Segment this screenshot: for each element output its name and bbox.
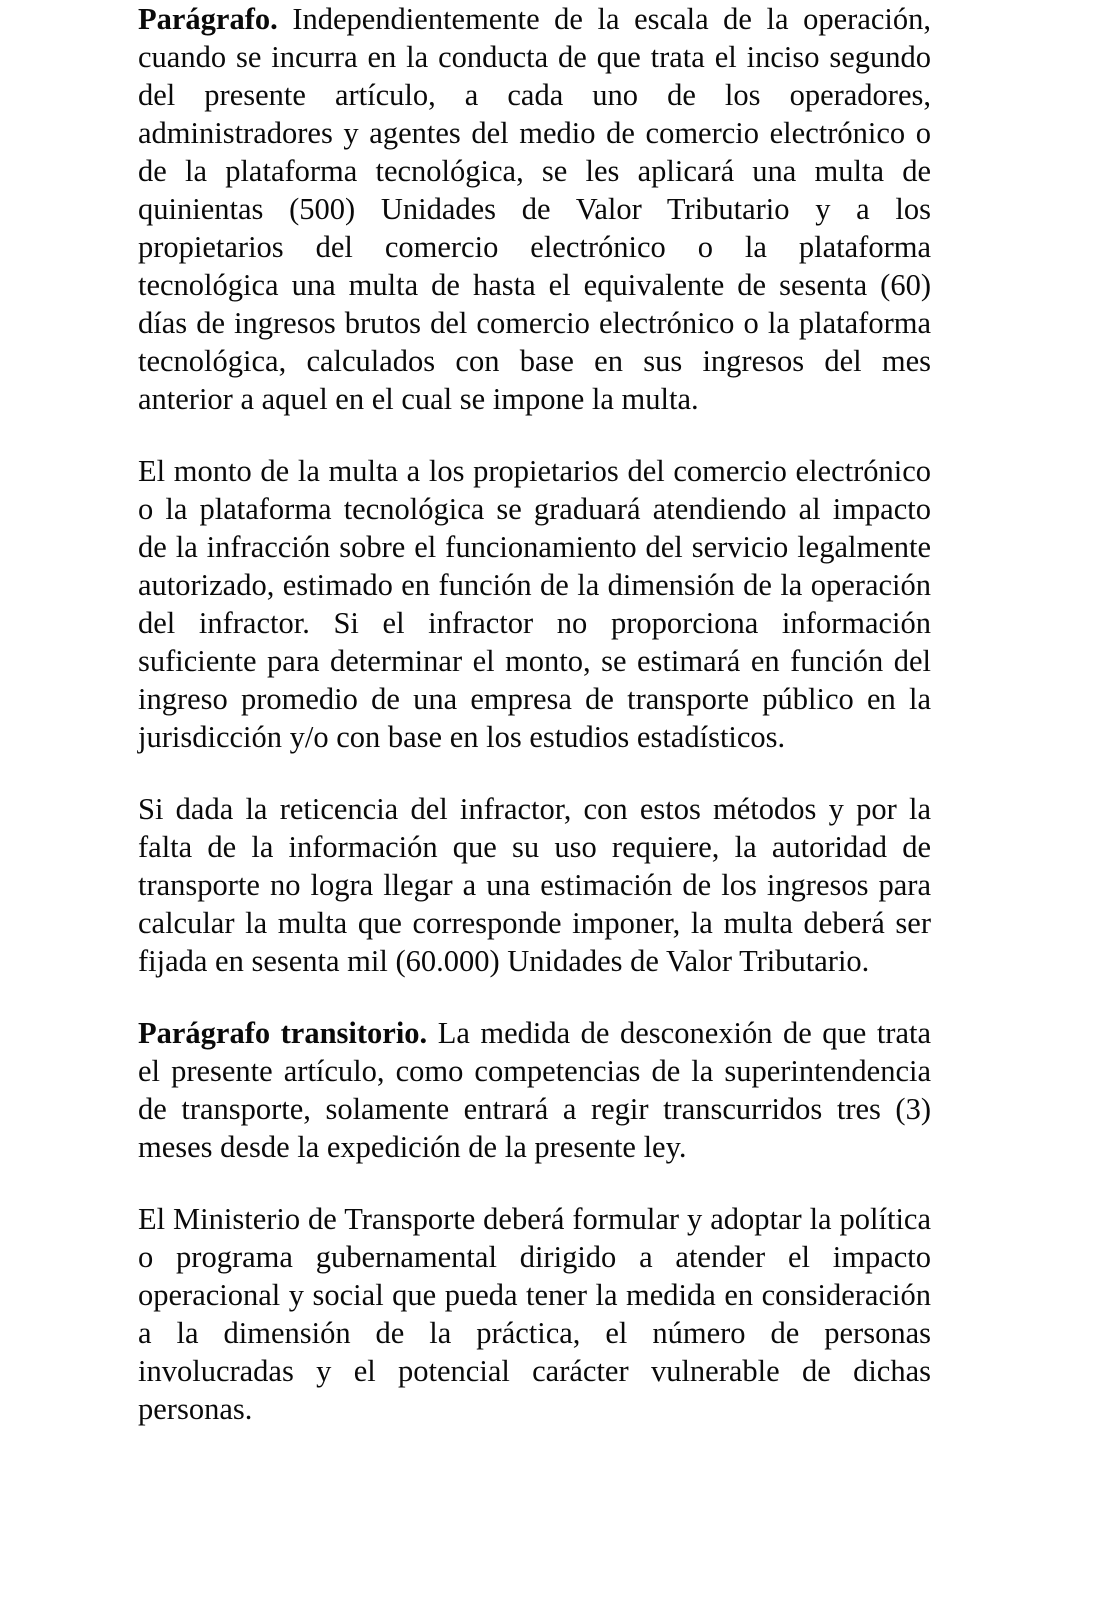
paragraph-ministerio-transporte: [138, 1200, 931, 1428]
paragraph-body: El monto de la multa a los propietarios del comercio electrónico o la plataforma tecnológica se graduará atendiendo al impacto de la infracción sobre el funcionamiento del servicio legalmente autorizado, estimado en función de la dimensión de la operación del infractor. Si el infractor no proporciona información suficiente para determinar el monto, se estimará en función del ingreso promedio de una empresa de transporte público en la jurisdicción y/o con base en los estudios estadísticos.: [138, 454, 931, 754]
text-column: [138, 0, 931, 1428]
paragraph-lead-label: Parágrafo.: [138, 2, 278, 36]
paragraph-paragrafo-transitorio: [138, 1014, 931, 1166]
paragraph-paragrafo: [138, 0, 931, 418]
paragraph-body: Si dada la reticencia del infractor, con estos métodos y por la falta de la información que su uso requiere, la autoridad de transporte no logra llegar a una estimación de los ingresos para calcular la multa que corresponde imponer, la multa deberá ser fijada en sesenta mil (60.000) Unidades de Valor Tributario.: [138, 792, 931, 978]
paragraph-body: Independientemente de la escala de la operación, cuando se incurra en la conducta de que trata el inciso segundo del presente artículo, a cada uno de los operadores, administradores y agentes del medio de comercio electrónico o de la plataforma tecnológica, se les aplicará una multa de quinientas (500) Unidades de Valor Tributario y a los propietarios del comercio electrónico o la plataforma tecnológica una multa de hasta el equivalente de sesenta (60) días de ingresos brutos del comercio electrónico o la plataforma tecnológica, calculados con base en sus ingresos del mes anterior a aquel en el cual se impone la multa.: [138, 2, 931, 416]
paragraph-reticencia: [138, 790, 931, 980]
paragraph-lead-label: Parágrafo transitorio.: [138, 1016, 428, 1050]
paragraph-body: La medida de desconexión de que trata el presente artículo, como competencias de la superintendencia de transporte, solamente entrará a regir transcurridos tres (3) meses desde la expedición de la presente ley.: [138, 1016, 932, 1164]
paragraph-monto-multa: [138, 452, 931, 756]
paragraph-body: El Ministerio de Transporte deberá formular y adoptar la política o programa gubernamental dirigido a atender el impacto operacional y social que pueda tener la medida en consideración a la dimensión de la práctica, el número de personas involucradas y el potencial carácter vulnerable de dichas personas.: [138, 1202, 931, 1426]
